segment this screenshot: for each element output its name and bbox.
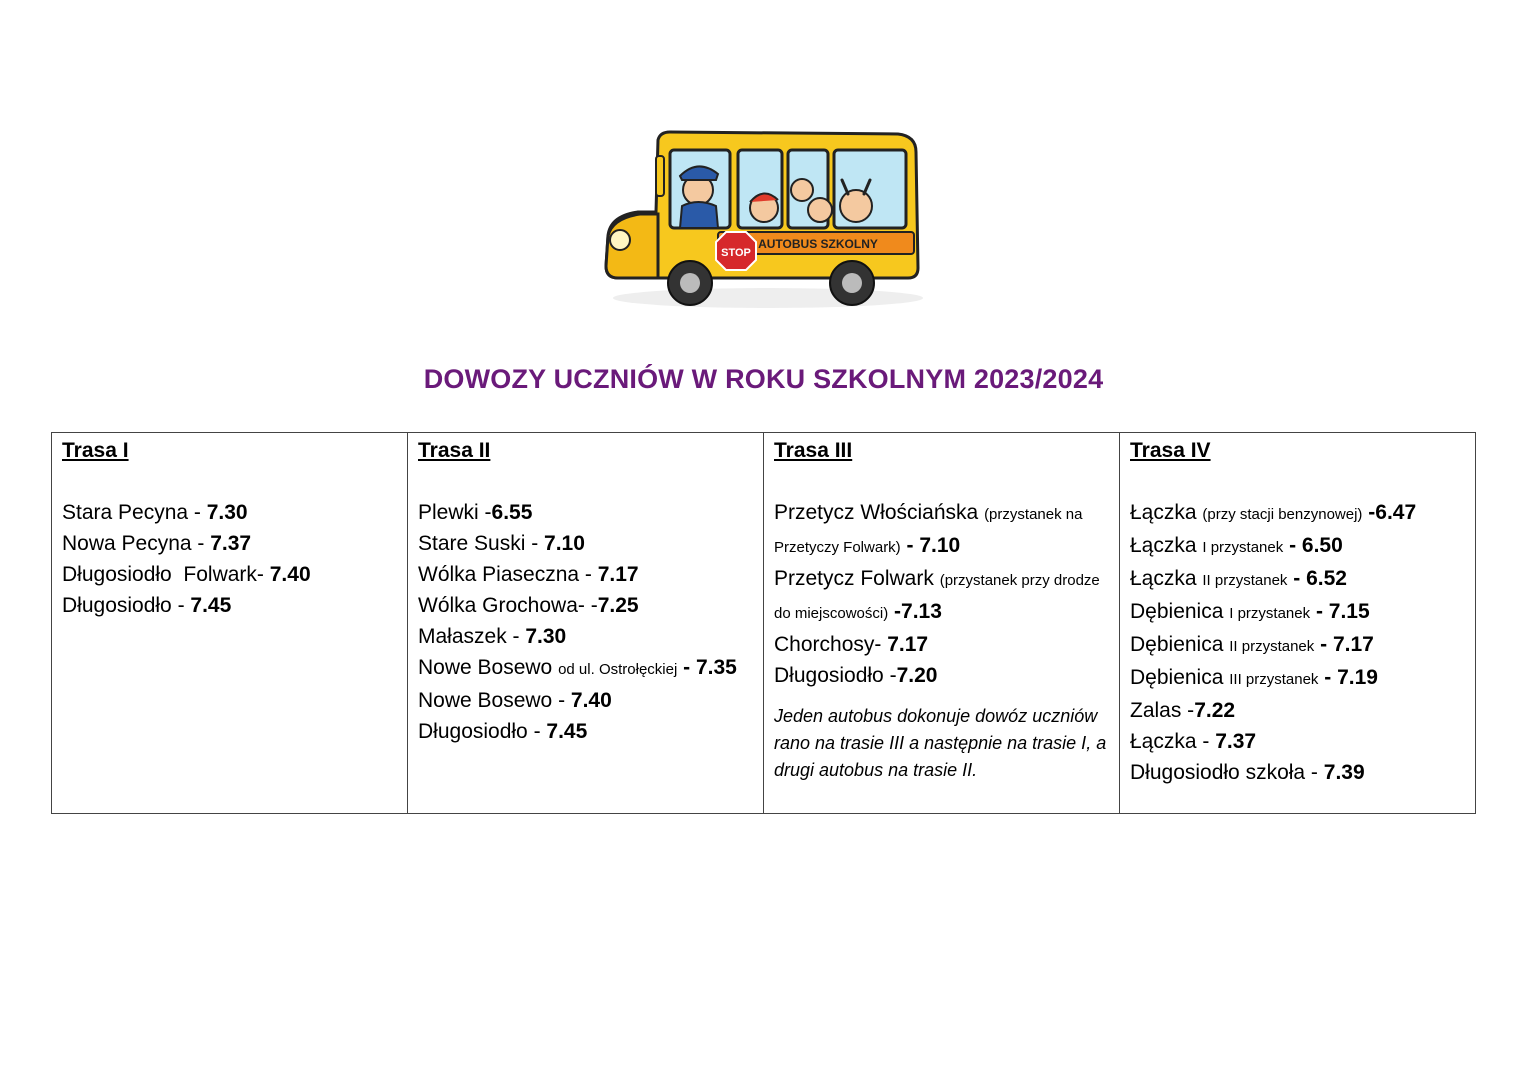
- route-title: Trasa I: [62, 439, 129, 462]
- stop-time: - 7.17: [1314, 633, 1374, 656]
- stop-name: Długosiodło -: [774, 664, 897, 687]
- stop-name: Dębienica: [1130, 633, 1230, 656]
- stop-name: Wólka Grochowa- -: [418, 594, 598, 617]
- stop-time: 7.30: [206, 501, 248, 524]
- stop-name: Nowa Pecyna -: [62, 532, 211, 555]
- stop-name: Długosiodło -: [62, 594, 191, 617]
- stop-entry: [418, 590, 753, 621]
- stop-time: - 6.52: [1287, 567, 1347, 590]
- route-column: [52, 433, 408, 814]
- stop-name: Wólka Piaseczna -: [418, 563, 598, 586]
- stop-entry: [418, 621, 753, 652]
- stop-time: - 6.50: [1283, 534, 1343, 557]
- stop-time: 7.37: [1215, 730, 1257, 753]
- stop-time: 7.40: [269, 563, 311, 586]
- stop-name: Przetycz Włościańska: [774, 501, 985, 524]
- stop-entry: [418, 685, 753, 716]
- stop-note: II przystanek: [1202, 572, 1288, 589]
- stop-time: - 7.10: [900, 534, 961, 557]
- stop-time: 7.17: [887, 633, 929, 656]
- stop-entry: [62, 497, 397, 528]
- stop-entry: [418, 559, 753, 590]
- stop-name: Stara Pecyna -: [62, 501, 207, 524]
- stop-name: Nowe Bosewo -: [418, 689, 571, 712]
- stop-entry: [1130, 662, 1465, 695]
- route-column: [1120, 433, 1476, 814]
- stop-entry: [62, 528, 397, 559]
- stop-entry: [774, 629, 1109, 660]
- stop-time: - 7.19: [1318, 666, 1378, 689]
- stop-name: Małaszek -: [418, 625, 526, 648]
- route-title: Trasa II: [418, 439, 491, 462]
- stop-time: 7.45: [190, 594, 232, 617]
- stop-entry: [418, 528, 753, 559]
- stop-name: Łączka: [1130, 567, 1203, 590]
- stop-time: 6.55: [491, 501, 533, 524]
- stop-name: Stare Suski -: [418, 532, 545, 555]
- stop-entry: [774, 563, 1109, 629]
- stop-time: -6.47: [1362, 501, 1417, 524]
- stop-time: 7.39: [1323, 761, 1365, 784]
- routes-table: [51, 432, 1476, 814]
- stop-time: - 7.15: [1310, 600, 1370, 623]
- stop-name: Długosiodło Folwark-: [62, 563, 270, 586]
- stop-entry: [774, 497, 1109, 563]
- stop-entry: [1130, 563, 1465, 596]
- stop-time: 7.10: [544, 532, 585, 555]
- stop-entry: [1130, 757, 1465, 788]
- stop-entry: [1130, 530, 1465, 563]
- stop-time: 7.17: [597, 563, 639, 586]
- route-title: Trasa IV: [1130, 439, 1211, 462]
- stop-name: Plewki -: [418, 501, 492, 524]
- stop-name: Dębienica: [1130, 600, 1230, 623]
- stop-entry: [1130, 596, 1465, 629]
- stop-entry: [418, 716, 753, 747]
- page-title: DOWOZY UCZNIÓW W ROKU SZKOLNYM 2023/2024: [423, 364, 1104, 394]
- stop-name: Chorchosy-: [774, 633, 888, 656]
- stop-entry: [1130, 629, 1465, 662]
- stop-entry: [418, 497, 753, 528]
- stop-time: 7.37: [210, 532, 252, 555]
- stop-time: -7.13: [888, 600, 942, 623]
- stop-name: Długosiodło -: [418, 720, 547, 743]
- stop-note: (przystanek przy drodze do miejscowości): [774, 572, 1100, 622]
- bus-sign-text: AUTOBUS SZKOLNY: [758, 237, 878, 251]
- stop-time: 7.22: [1194, 699, 1236, 722]
- stop-entry: [62, 590, 397, 621]
- stop-entry: [1130, 726, 1465, 757]
- route-column: [408, 433, 764, 814]
- stop-note: I przystanek: [1229, 605, 1311, 622]
- stop-name: Łączka: [1130, 501, 1203, 524]
- stop-name: Przetycz Folwark: [774, 567, 940, 590]
- stop-entry: [1130, 695, 1465, 726]
- stop-time: 7.20: [896, 664, 938, 687]
- stop-name: Łączka -: [1130, 730, 1216, 753]
- stop-note: (przystanek na Przetyczy Folwark): [774, 506, 1083, 556]
- stop-entry: [1130, 497, 1465, 530]
- school-bus-illustration: [598, 128, 928, 318]
- stop-time: 7.45: [546, 720, 588, 743]
- stop-time: 7.40: [570, 689, 612, 712]
- stop-name: Nowe Bosewo: [418, 656, 559, 679]
- stop-time: 7.25: [597, 594, 639, 617]
- route-title: Trasa III: [774, 439, 853, 462]
- stop-time: - 7.35: [677, 656, 737, 679]
- stop-note: (przy stacji benzynowej): [1202, 506, 1363, 523]
- route-remark: Jeden autobus dokonuje dowóz uczniów rano na trasie III a następnie na trasie I, a drugi autobus na trasie II.: [774, 706, 1107, 780]
- stop-entry: [62, 559, 397, 590]
- stop-name: Zalas -: [1130, 699, 1195, 722]
- stop-note: II przystanek: [1229, 638, 1315, 655]
- stop-note: od ul. Ostrołęckiej: [558, 661, 678, 678]
- stop-entry: [418, 652, 753, 685]
- stop-name: Łączka: [1130, 534, 1203, 557]
- stop-entry: [774, 660, 1109, 691]
- stop-name: Dębienica: [1130, 666, 1230, 689]
- stop-name: Długosiodło szkoła -: [1130, 761, 1324, 784]
- stop-time: 7.30: [525, 625, 567, 648]
- stop-sign-text: STOP: [721, 247, 751, 259]
- stop-note: I przystanek: [1202, 539, 1284, 556]
- route-column: [764, 433, 1120, 814]
- stop-note: III przystanek: [1229, 671, 1319, 688]
